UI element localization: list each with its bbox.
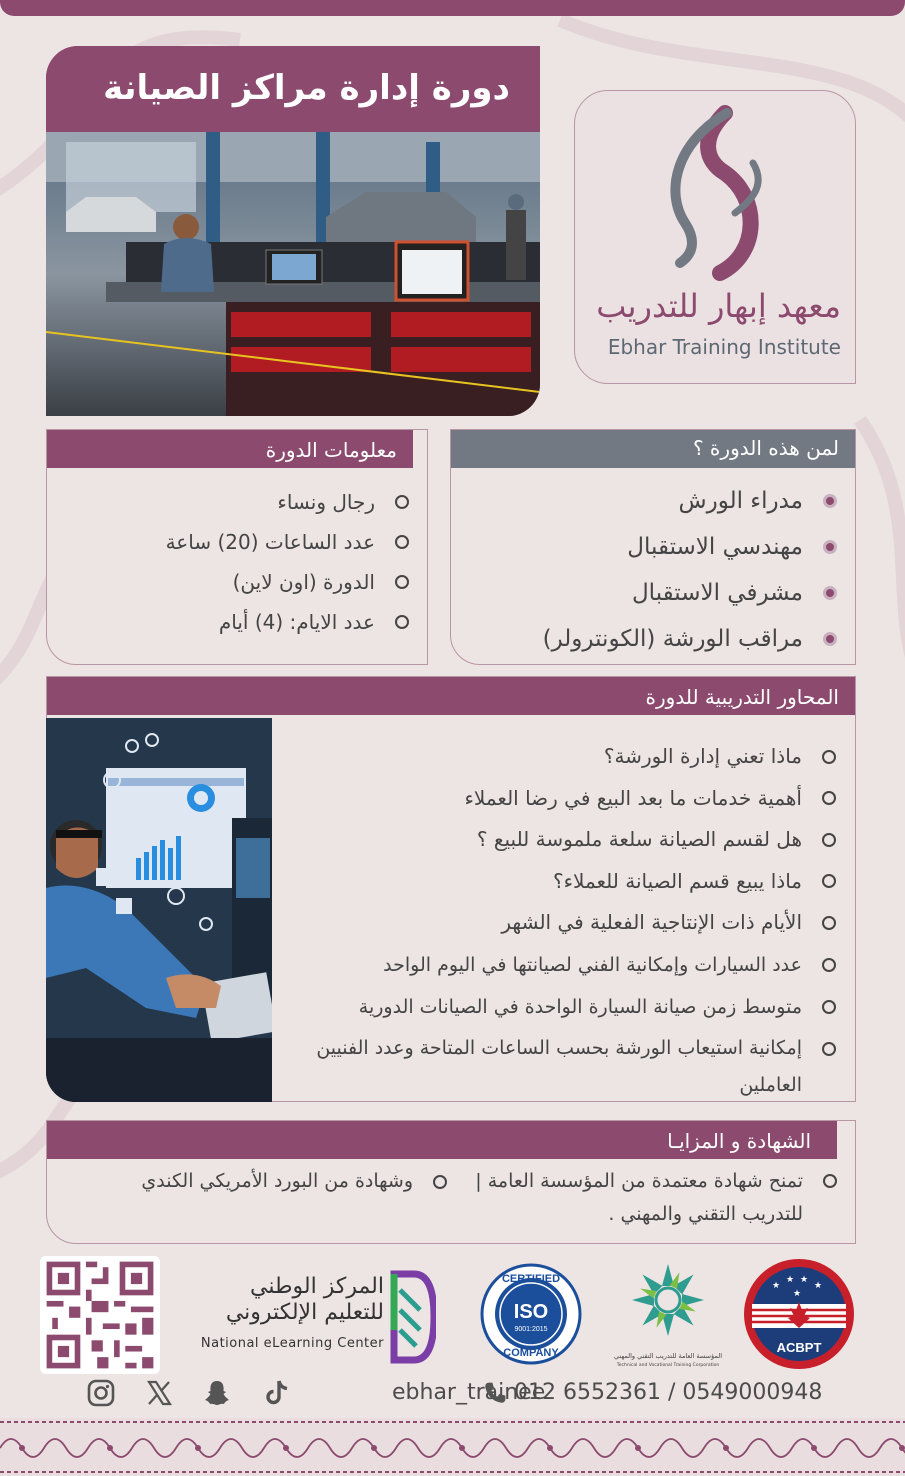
institute-name-en: Ebhar Training Institute	[607, 335, 841, 359]
circle-bullet-icon	[823, 1174, 837, 1188]
circle-bullet-icon	[822, 916, 836, 930]
nelc-name-ar-line1: المركز الوطني	[250, 1274, 384, 1299]
workshop-photo	[46, 132, 540, 416]
list-item: أهمية خدمات ما بعد البيع في رضا العملاء	[280, 778, 836, 820]
tvtc-logo	[608, 1256, 728, 1372]
circle-bullet-icon	[822, 833, 836, 847]
course-title: دورة إدارة مراكز الصيانة	[46, 46, 540, 132]
contact-row	[80, 1378, 840, 1412]
audience-list	[457, 478, 837, 662]
list-item: الأيام ذات الإنتاجية الفعلية في الشهر	[280, 902, 836, 944]
iso-certified-badge	[480, 1263, 582, 1365]
certificate-heading: الشهادة و المزايـا	[47, 1121, 837, 1159]
acbpt-text: ACBPT	[776, 1340, 822, 1355]
iso-top-text: CERTIFIED	[501, 1273, 561, 1285]
circle-bullet-icon	[822, 958, 836, 972]
certificate-list-2	[67, 1165, 447, 1198]
analytics-photo	[46, 718, 272, 1102]
certificate-list-1	[461, 1165, 837, 1231]
audience-heading: لمن هذه الدورة ؟	[451, 430, 855, 468]
snapchat-icon[interactable]	[202, 1378, 232, 1408]
svg-text:★: ★	[786, 1275, 795, 1285]
svg-text:★: ★	[793, 1289, 802, 1299]
decorative-border	[0, 1418, 905, 1476]
list-item: عدد الساعات (20) ساعة	[69, 522, 409, 562]
tvtc-name-ar: المؤسسة العامة للتدريب التقني والمهني	[613, 1352, 723, 1360]
list-item: ماذا تعني إدارة الورشة؟	[280, 736, 836, 778]
x-icon[interactable]	[144, 1378, 174, 1408]
institute-logo-card	[574, 90, 856, 384]
circle-bullet-icon	[822, 1042, 836, 1056]
tiktok-icon[interactable]	[262, 1378, 292, 1408]
circle-bullet-icon	[822, 750, 836, 764]
list-item: مهندسي الاستقبال	[457, 524, 837, 570]
phone-numbers: 012 6552361 / 0549000948	[514, 1380, 823, 1405]
ebhar-logo-mark	[665, 103, 775, 283]
circle-bullet-icon	[822, 1000, 836, 1014]
dot-bullet-icon	[823, 540, 837, 554]
svg-text:★: ★	[800, 1275, 809, 1285]
institute-name-ar: معهد إبهار للتدريب	[596, 287, 841, 325]
nelc-emblem-icon	[390, 1270, 436, 1364]
list-item: مراقب الورشة (الكونترولر)	[457, 616, 837, 662]
certificate-panel	[46, 1120, 856, 1244]
circle-bullet-icon	[822, 874, 836, 888]
course-info-list	[69, 482, 409, 642]
circle-bullet-icon	[433, 1175, 447, 1189]
audience-panel	[450, 429, 856, 665]
training-axes-heading: المحاور التدريبية للدورة	[47, 677, 855, 715]
dot-bullet-icon	[823, 494, 837, 508]
circle-bullet-icon	[822, 791, 836, 805]
dot-bullet-icon	[823, 632, 837, 646]
nelc-name-ar-line2: للتعليم الإلكتروني	[225, 1300, 384, 1325]
circle-bullet-icon	[395, 535, 409, 549]
circle-bullet-icon	[395, 615, 409, 629]
course-info-heading: معلومات الدورة	[47, 430, 413, 468]
list-item: إمكانية استيعاب الورشة بحسب الساعات المتاحة وعدد الفنيين العاملين	[280, 1029, 836, 1103]
instagram-icon[interactable]	[86, 1378, 116, 1408]
list-item: تمنح شهادة معتمدة من المؤسسة العامة | للتدريب التقني والمهني .	[461, 1165, 837, 1231]
svg-text:★: ★	[772, 1281, 781, 1291]
qr-code[interactable]	[40, 1256, 160, 1374]
circle-bullet-icon	[395, 575, 409, 589]
acbpt-badge	[742, 1258, 856, 1370]
course-info-panel	[46, 429, 428, 665]
nelc-name-en: National eLearning Center	[200, 1336, 384, 1351]
list-item: ماذا يبيع قسم الصيانة للعملاء؟	[280, 861, 836, 903]
tvtc-name-en: Technical and Vocational Training Corporation	[616, 1363, 720, 1368]
list-item: عدد الايام: (4) أيام	[69, 602, 409, 642]
social-handle: ebhar_trainee	[392, 1380, 546, 1405]
iso-mid-text: ISO	[513, 1301, 549, 1323]
circle-bullet-icon	[395, 495, 409, 509]
list-item: وشهادة من البورد الأمريكي الكندي	[67, 1165, 447, 1198]
iso-num-text: 9001:2015	[514, 1326, 548, 1333]
list-item: الدورة (اون لاين)	[69, 562, 409, 602]
list-item: مدراء الورش	[457, 478, 837, 524]
list-item: رجال ونساء	[69, 482, 409, 522]
iso-bottom-text: COMPANY	[503, 1347, 559, 1359]
top-bar	[0, 0, 905, 16]
dot-bullet-icon	[823, 586, 837, 600]
phone-icon	[482, 1380, 508, 1406]
list-item: هل لقسم الصيانة سلعة ملموسة للبيع ؟	[280, 819, 836, 861]
list-item: مشرفي الاستقبال	[457, 570, 837, 616]
list-item: متوسط زمن صيانة السيارة الواحدة في الصيانات الدورية	[280, 986, 836, 1029]
list-item: عدد السيارات وإمكانية الفني لصيانتها في اليوم الواحد	[280, 944, 836, 987]
nelc-logo	[185, 1270, 440, 1364]
training-axes-list	[280, 736, 836, 1103]
svg-text:★: ★	[814, 1281, 823, 1291]
course-hero	[46, 46, 540, 416]
